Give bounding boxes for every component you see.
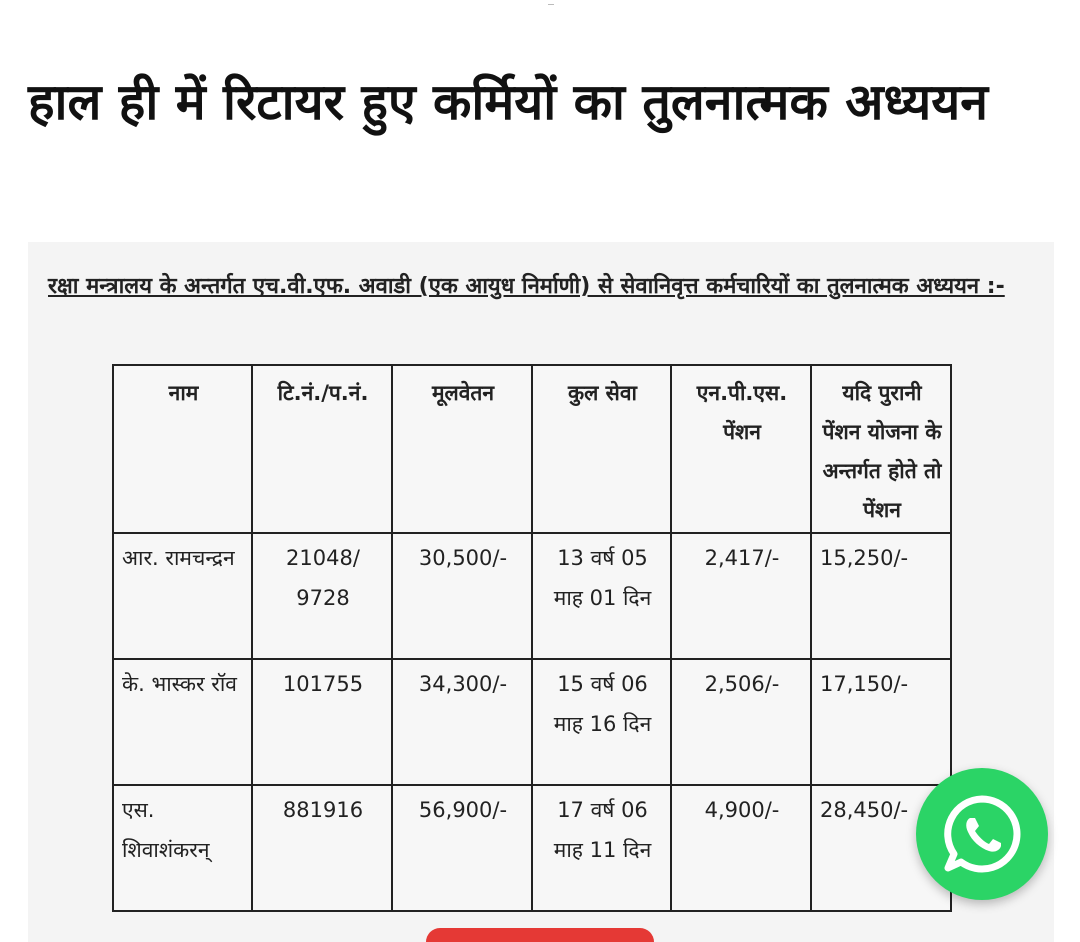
bottom-accent-bar[interactable]: [426, 928, 654, 942]
cell-basic-pay: 30,500/-: [392, 533, 532, 659]
header-total-service: कुल सेवा: [532, 365, 671, 533]
table-header-row: [113, 365, 951, 533]
header-name: नाम: [113, 365, 252, 533]
cell-basic-pay: 34,300/-: [392, 659, 532, 785]
document-caption: रक्षा मन्त्रालय के अन्तर्गत एच.वी.एफ. अवाडी (एक आयुध निर्माणी) से सेवानिवृत्त कर्मचारियों का तुलनात्मक अध्ययन :-: [48, 274, 1005, 299]
cell-ticket-no: 101755: [252, 659, 392, 785]
table-row: [113, 785, 951, 911]
whatsapp-share-button[interactable]: [916, 768, 1048, 900]
cell-nps-pension: 2,417/-: [671, 533, 811, 659]
cell-total-service: 13 वर्ष 05 माह 01 दिन: [532, 533, 671, 659]
cell-name: एस. शिवाशंकरन्: [113, 785, 252, 911]
header-old-scheme-pension: यदि पुरानी पेंशन योजना के अन्तर्गत होते तो पेंशन: [811, 365, 951, 533]
cell-total-service: 15 वर्ष 06 माह 16 दिन: [532, 659, 671, 785]
header-nps-pension: एन.पी.एस. पेंशन: [671, 365, 811, 533]
document-image: [28, 242, 1054, 942]
cell-old-pension: 17,150/-: [811, 659, 951, 785]
cell-nps-pension: 2,506/-: [671, 659, 811, 785]
cell-ticket-no: 21048/ 9728: [252, 533, 392, 659]
header-basic-pay: मूलवेतन: [392, 365, 532, 533]
article-headline: हाल ही में रिटायर हुए कर्मियों का तुलनात्मक अध्ययन: [28, 73, 989, 131]
cell-old-pension: 15,250/-: [811, 533, 951, 659]
whatsapp-icon: [939, 791, 1025, 877]
comparison-table: [112, 364, 952, 912]
top-edge-mark: [548, 0, 554, 5]
cell-name: आर. रामचन्द्रन: [113, 533, 252, 659]
header-ticket-no: टि.नं./प.नं.: [252, 365, 392, 533]
table-row: [113, 659, 951, 785]
cell-ticket-no: 881916: [252, 785, 392, 911]
cell-total-service: 17 वर्ष 06 माह 11 दिन: [532, 785, 671, 911]
cell-old-pension: 28,450/-: [811, 785, 951, 911]
cell-nps-pension: 4,900/-: [671, 785, 811, 911]
table-row: [113, 533, 951, 659]
cell-basic-pay: 56,900/-: [392, 785, 532, 911]
cell-name: के. भास्कर रॉव: [113, 659, 252, 785]
